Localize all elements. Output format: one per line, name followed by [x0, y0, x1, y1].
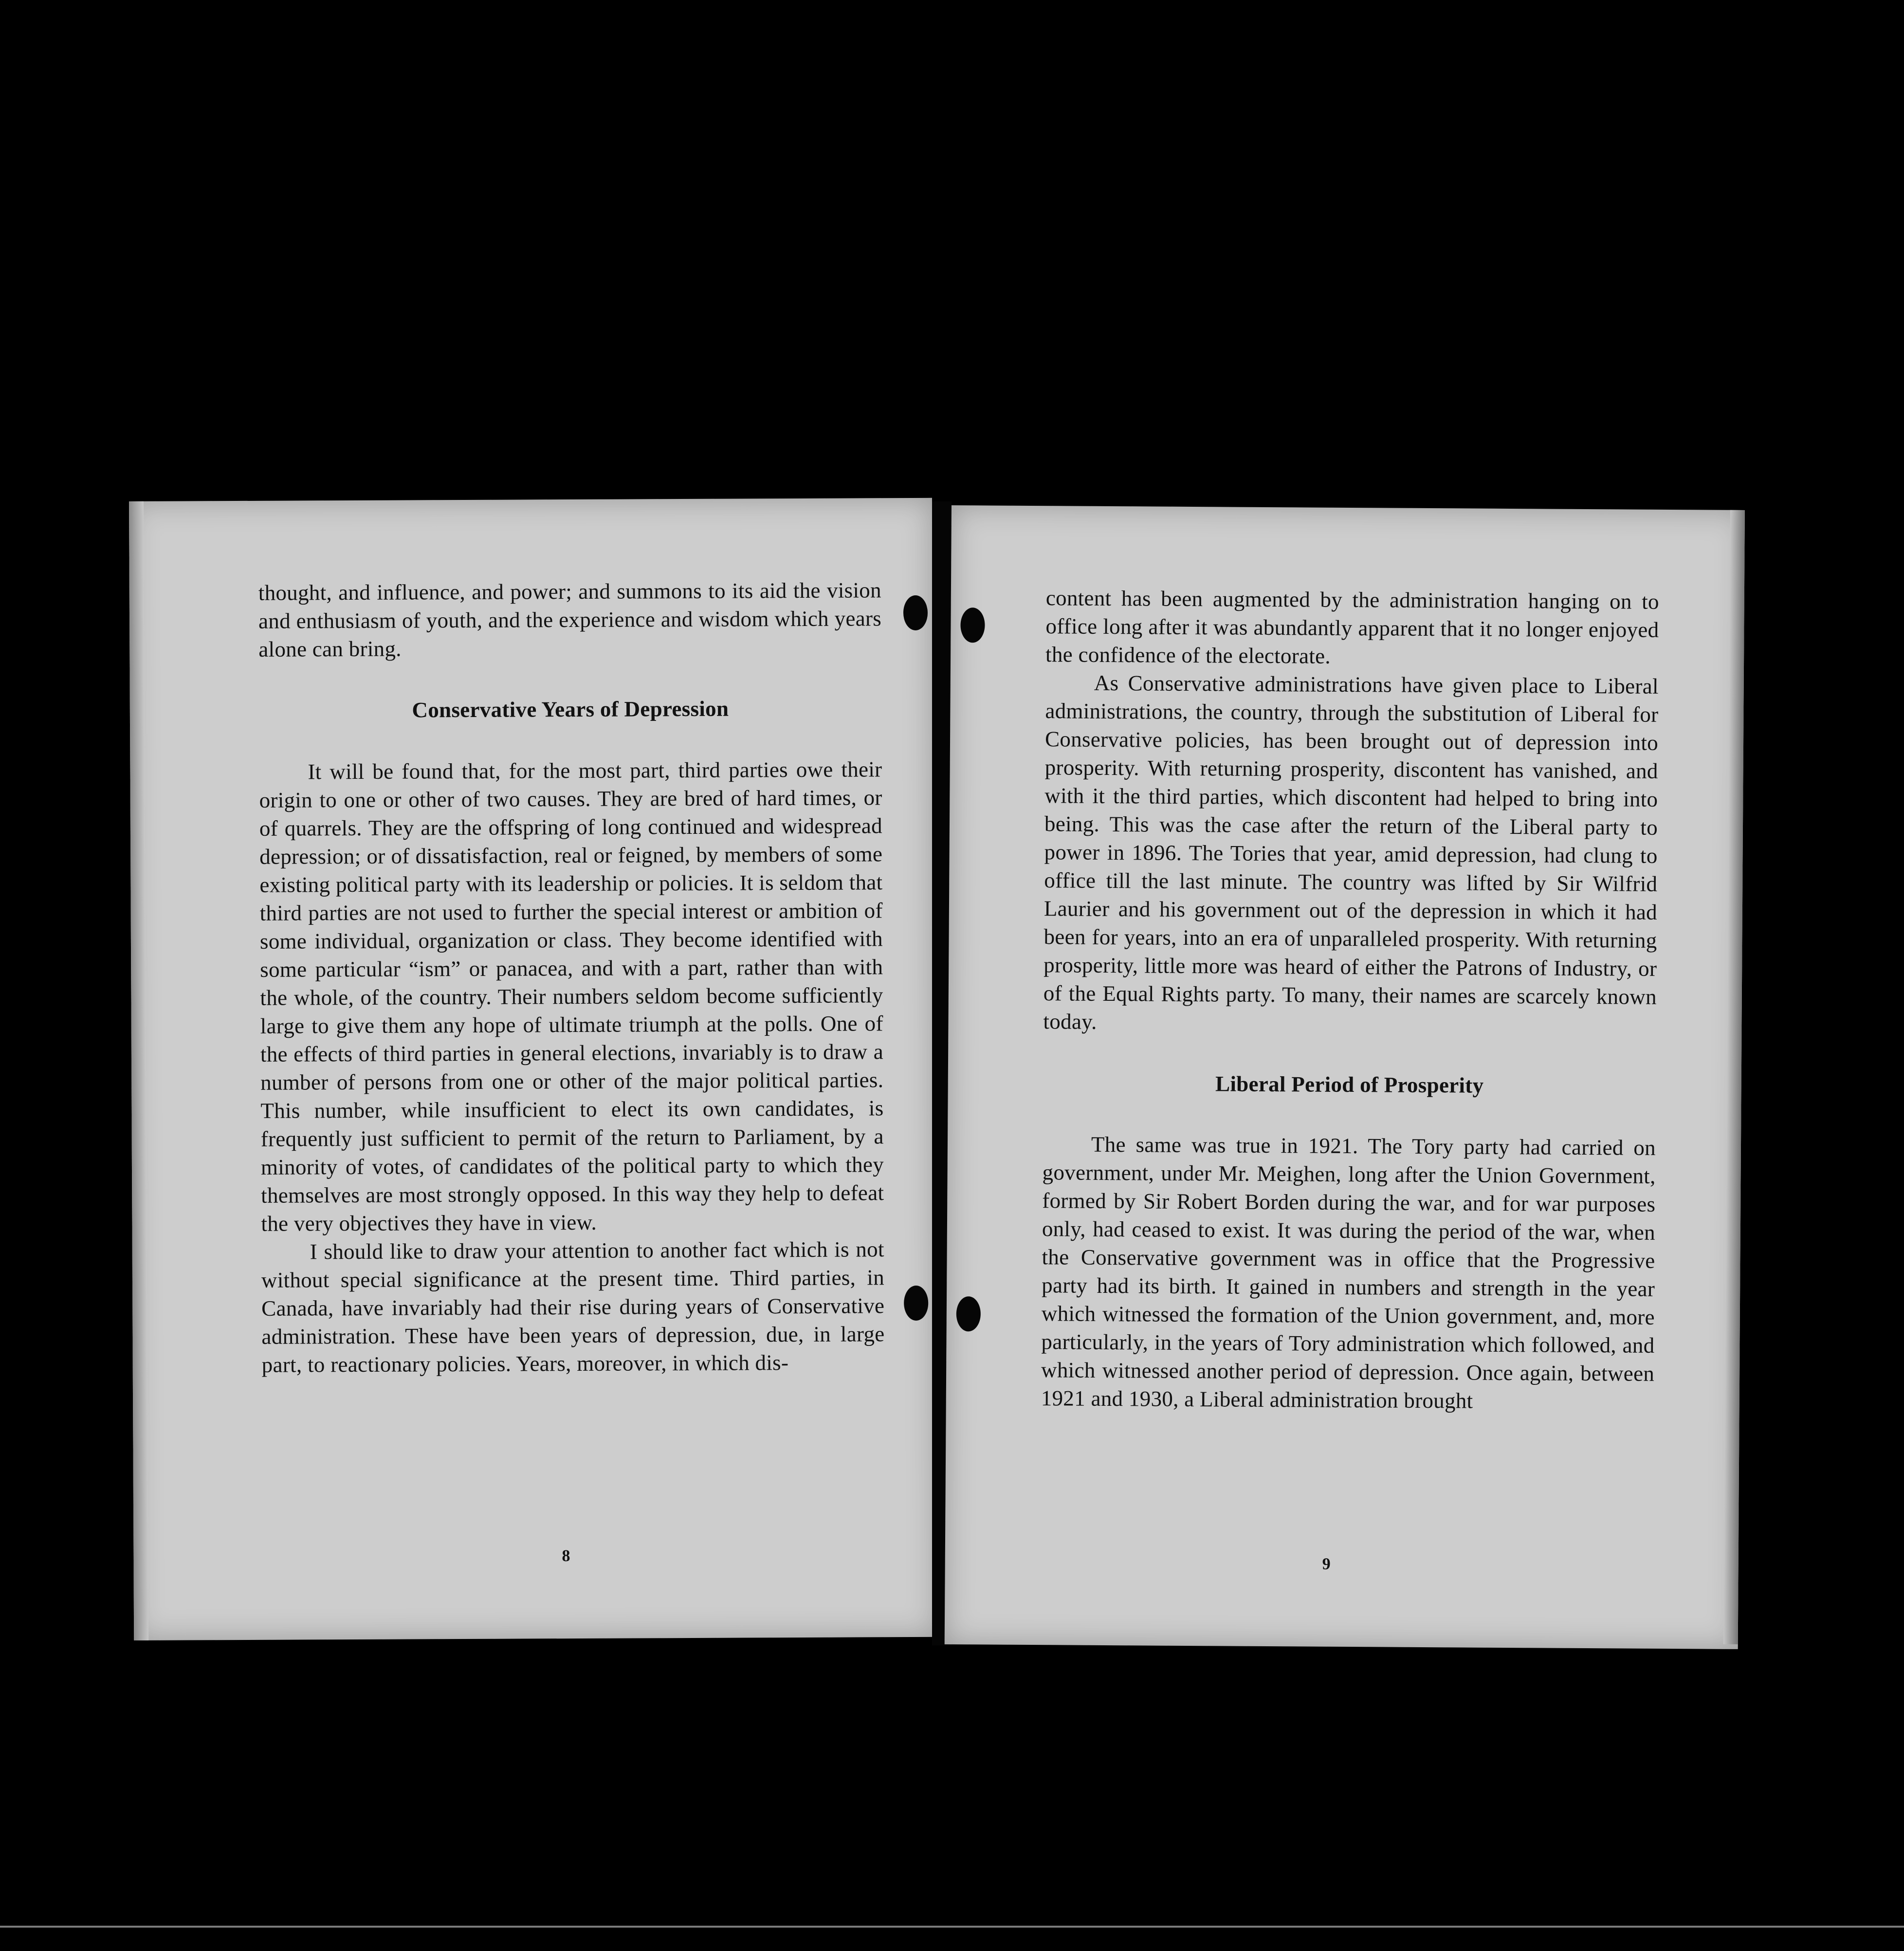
right-page-edge — [1723, 510, 1745, 1644]
punch-hole-icon — [903, 595, 928, 630]
left-page-text — [258, 576, 885, 1379]
left-paragraph-2: It will be found that, for the most part, third parties owe their origin to one or other of two causes. They are bred of hard times, or of quarrels. They are the offspring of long continued and widespread depression; or of dissatisfaction, real or feigned, by members of some existing political party with its leadership or policies. It is seldom that third parties are not used to further the special interest or ambition of some individual, organization or class. They become identified with some particular “ism” or panacea, and with a part, rather than with the whole, of the country. Their numbers seldom become sufficiently large to give them any hope of ultimate triumph at the polls. One of the effects of third parties in general elections, invariably is to draw a number of persons from one or other of the major political parties. This number, while insufficient to elect its own candidates, is frequently just sufficient to permit of the return to Parliament, by a minority of votes, of candidates of the political party to which they themselves are most strongly opposed. In this way they help to defeat the very objectives they have in view. — [259, 757, 884, 1236]
punch-hole-icon — [904, 1286, 928, 1321]
right-paragraph-3: The same was true in 1921. The Tory party had carried on government, under Mr. Meighen, long after the Union Government, formed by Sir Robert Borden during the war, and for war purposes only, had ceased to exist. It was during the period of the war, when the Conservative government was in office that the Progressive party had its birth. It gained in numbers and strength in the year which witnessed the formation of the Union government, and, more particularly, in the years of Tory administration which followed, and which witnessed another period of depression. Once again, between 1921 and 1930, a Liberal administration brought — [1041, 1132, 1656, 1413]
right-paragraph-2: As Conservative administrations have given place to Liberal administrations, the country, through the substitution of Liberal for Conservative policies, has been brought out of depression into prosperity. With returning prosperity, discontent has vanished, and with it the third parties, which discontent had helped to bring into being. This was the case after the return of the Liberal party to power in 1896. The Tories that year, amid depression, had clung to office till the last minute. The country was lifted by Sir Wilfrid Laurier and his government out of the depression in which it had been for years, into an era of unparalleled prosperity. With returning prosperity, little more was heard of either the Patrons of Industry, or of the Equal Rights party. To many, their names are scarcely known today. — [1043, 670, 1659, 1034]
left-paragraph-1: thought, and influence, and power; and summons to its aid the vision and enthusiasm of youth, and the experience and wisdom which years alone can bring. — [258, 578, 882, 662]
right-page — [945, 505, 1745, 1649]
left-page-edge — [129, 501, 148, 1640]
left-page-number: 8 — [562, 1547, 570, 1565]
left-page — [129, 498, 937, 1640]
left-paragraph-3: I should like to draw your attention to another fact which is not without special significance at the present time. Third parties, in Canada, have invariably had their rise during years of Conservative administration. These have been years of depression, due, in large part, to reactionary policies. Years, moreover, in which dis- — [261, 1237, 885, 1377]
punch-hole-icon — [956, 1296, 981, 1331]
punch-hole-icon — [960, 607, 985, 643]
right-page-number: 9 — [1322, 1555, 1331, 1573]
right-page-heading: Liberal Period of Prosperity — [1215, 1071, 1484, 1098]
right-paragraph-1: content has been augmented by the administration hanging on to office long after it was abundantly apparent that it no longer enjoyed the confidence of the electorate. — [1045, 586, 1659, 668]
scanner-edge-line — [0, 1926, 1904, 1928]
left-page-heading: Conservative Years of Depression — [412, 696, 729, 722]
right-page-text — [1041, 584, 1659, 1416]
book-spread — [129, 501, 1745, 1653]
